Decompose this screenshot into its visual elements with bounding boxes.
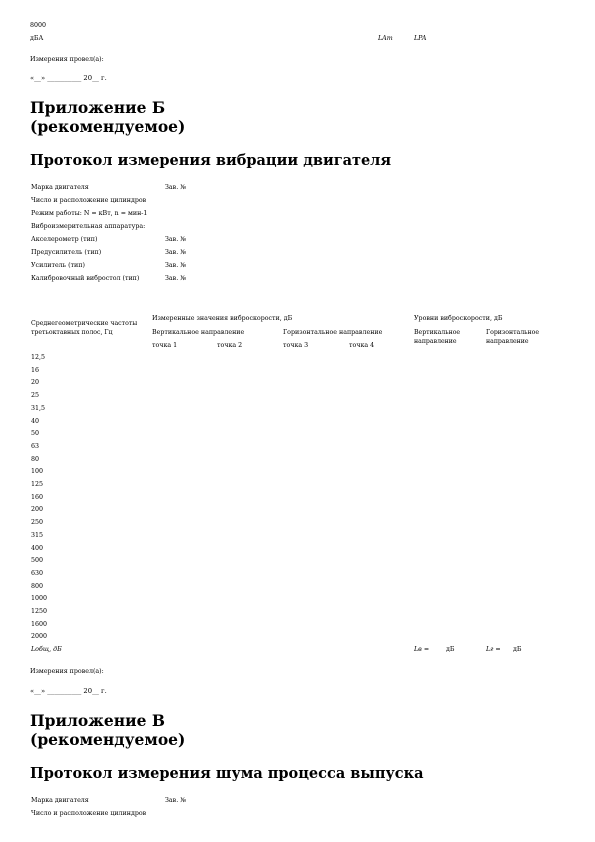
lg-label: Lг = <box>486 646 501 653</box>
measured-values-header: Измеренные значения виброскорости, дБ <box>152 315 293 322</box>
field-label: Усилитель (тип) <box>31 262 85 269</box>
field-value: Зав. № <box>165 249 187 256</box>
field-label: Предусилитель (тип) <box>31 249 102 256</box>
level-vertical-header: Вертикальное направление <box>414 329 461 345</box>
frequency-row: 100 <box>31 468 44 476</box>
vibration-protocol-title: Протокол измерения вибрации двигателя <box>30 152 392 169</box>
frequency-row: 80 <box>31 455 40 463</box>
measured-by-label: Измерения провел(а): <box>30 668 104 675</box>
appendix-b-title-line1: Приложение Б <box>30 98 166 117</box>
exhaust-noise-protocol-title: Протокол измерения шума процесса выпуска <box>30 765 424 782</box>
lpa-label: LPA <box>414 35 427 42</box>
frequency-row: 315 <box>31 531 44 539</box>
frequency-row: 1600 <box>31 620 48 628</box>
field-label: Число и расположение цилиндров <box>31 810 147 817</box>
frequency-row: 630 <box>31 569 44 577</box>
date-line: «__» __________ 20__ г. <box>30 74 107 82</box>
lg-unit: дБ <box>513 646 522 653</box>
frequency-row: 25 <box>31 392 40 400</box>
horizontal-direction-header: Горизонтальное направление <box>283 329 383 336</box>
field-label: Режим работы: N = кВт, n = мин-1 <box>31 210 148 217</box>
appendix-b-title-line2: (рекомендуемое) <box>30 117 186 136</box>
frequency-row: 50 <box>31 430 40 438</box>
frequency-row: 16 <box>31 366 40 374</box>
date-line: «__» __________ 20__ г. <box>30 687 107 695</box>
point-2-header: точка 2 <box>217 342 243 349</box>
appendix-b-title <box>30 98 330 136</box>
lv-label: Lв = <box>414 646 430 653</box>
value-8000: 8000 <box>30 22 47 29</box>
appendix-c-title <box>30 711 330 749</box>
field-label: Марка двигателя <box>31 797 89 804</box>
freq-column-header: Среднегеометрические частоты третьоктавных полос, Гц <box>31 320 138 336</box>
frequency-row: 2000 <box>31 633 48 641</box>
frequency-row: 200 <box>31 506 44 514</box>
field-label: Калибровочный вибростол (тип) <box>31 275 140 282</box>
total-level-label: Lобщ, дБ <box>31 646 62 653</box>
field-value: Зав. № <box>165 275 187 282</box>
measured-by-label: Измерения провел(а): <box>30 56 104 63</box>
level-horizontal-header: Горизонтальное направление <box>486 329 540 345</box>
frequency-row: 800 <box>31 582 44 590</box>
frequency-row: 500 <box>31 557 44 565</box>
field-value: Зав. № <box>165 184 187 191</box>
field-value: Зав. № <box>165 262 187 269</box>
field-label: Акселерометр (тип) <box>31 236 98 243</box>
field-value: Зав. № <box>165 797 187 804</box>
frequency-row: 250 <box>31 519 44 527</box>
frequency-row: 1250 <box>31 608 48 615</box>
point-3-header: точка 3 <box>283 342 309 349</box>
frequency-row: 31,5 <box>31 404 46 412</box>
la-m-label: LAm <box>378 35 393 42</box>
lv-unit: дБ <box>446 646 455 653</box>
field-label: Марка двигателя <box>31 184 89 191</box>
frequency-row: 20 <box>31 379 40 387</box>
point-4-header: точка 4 <box>349 342 375 349</box>
field-label: Виброизмерительная аппаратура: <box>31 223 146 230</box>
unit-dba: дБА <box>30 35 44 42</box>
frequency-row: 400 <box>31 544 44 552</box>
frequency-row: 125 <box>31 481 44 488</box>
point-1-header: точка 1 <box>152 342 178 349</box>
levels-header: Уровни виброскорости, дБ <box>414 315 503 322</box>
appendix-c-title-line1: Приложение В <box>30 711 165 730</box>
vertical-direction-header: Вертикальное направление <box>152 329 245 336</box>
appendix-c-title-line2: (рекомендуемое) <box>30 730 186 749</box>
frequency-row: 40 <box>31 417 40 425</box>
frequency-row: 12,5 <box>31 354 46 361</box>
frequency-row: 63 <box>31 442 40 450</box>
frequency-row: 160 <box>31 493 44 501</box>
field-value: Зав. № <box>165 236 187 243</box>
frequency-row: 1000 <box>31 595 48 603</box>
field-label: Число и расположение цилиндров <box>31 197 147 204</box>
